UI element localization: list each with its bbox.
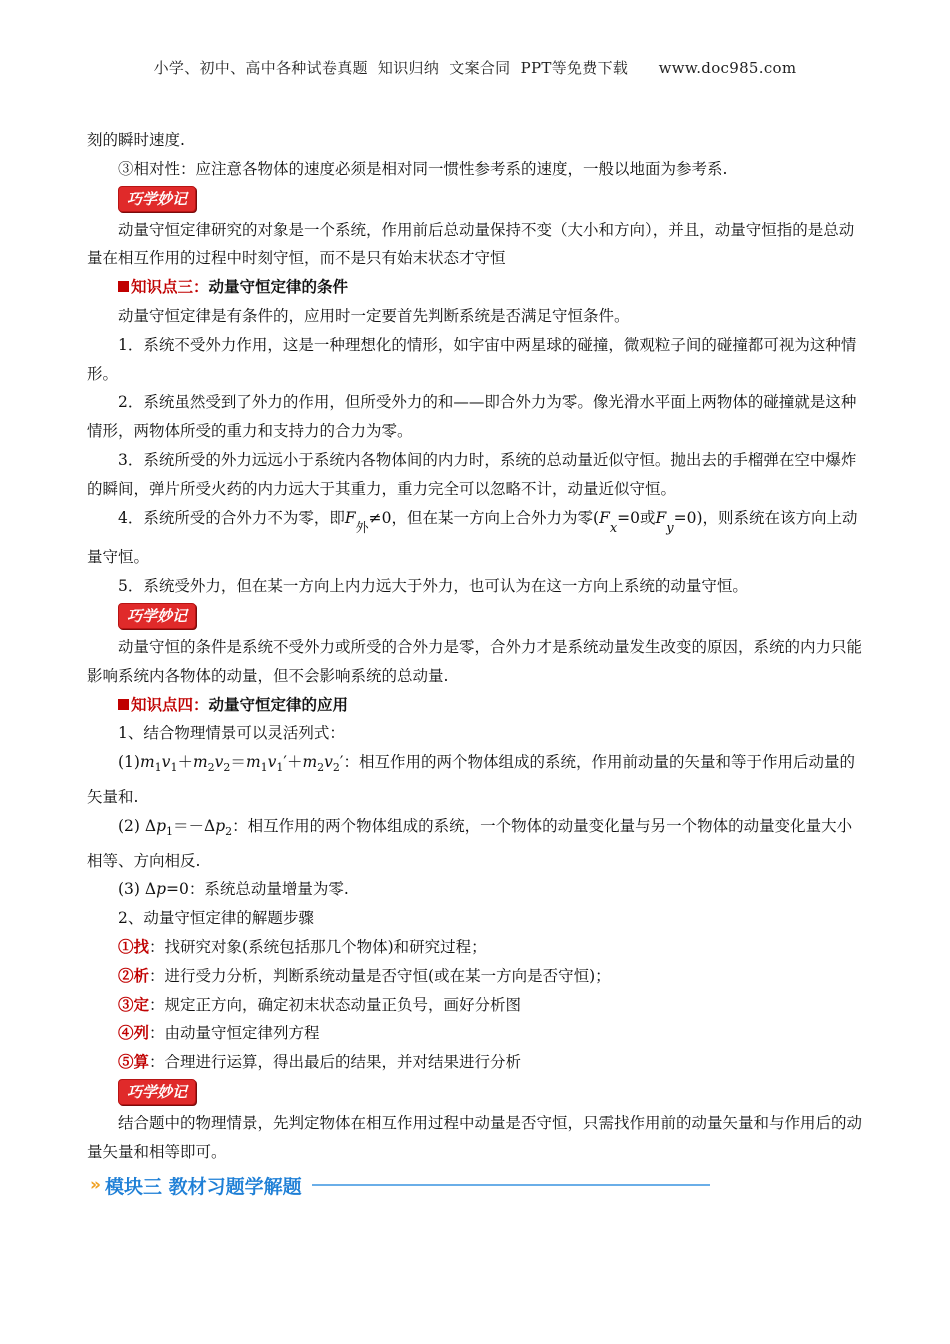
condition-1: 1．系统不受外力作用，这是一种理想化的情形，如宇宙中两星球的碰撞，微观粒子间的碰撞都可视为这种情形。 xyxy=(87,335,857,383)
red-square-icon xyxy=(118,281,129,292)
tip-badge: 巧学妙记 xyxy=(118,1079,196,1105)
step-5: ⑤算：合理进行运算，得出最后的结果，并对结果进行分析 xyxy=(118,1052,522,1072)
step-2: ②析：进行受力分析，判断系统动量是否守恒(或在某一方向是否守恒)； xyxy=(118,965,611,985)
module-title: 模块三 教材习题学解题 xyxy=(104,1175,302,1198)
red-square-icon xyxy=(118,699,129,710)
condition-5: 5．系统受外力，但在某一方向上内力远大于外力，也可认为在这一方向上系统的动量守恒。 xyxy=(118,577,748,596)
tip-paragraph-1: 动量守恒定律研究的对象是一个系统，作用前后总动量保持不变（大小和方向），并且，动量守恒指的是总动量在相互作用的过程中时刻守恒，而不是只有始末状态才守恒 xyxy=(87,220,855,268)
condition-3: 3．系统所受的外力远远小于系统内各物体间的内力时，系统的总动量近似守恒。抛出去的手榴弹在空中爆炸的瞬间，弹片所受火药的内力远大于其重力，重力完全可以忽略不计，动量近似守恒。 xyxy=(87,450,857,498)
kp3-title: 动量守恒定律的条件 xyxy=(208,277,349,297)
knowledge-point-4-heading xyxy=(87,691,863,720)
step-1: ①找：找研究对象(系统包括那几个物体)和研究过程； xyxy=(118,936,487,956)
relativity-paragraph: ③相对性：应注意各物体的速度必须是相对同一惯性参考系的速度，一般以地面为参考系. xyxy=(118,159,728,178)
paragraph-continuation: 刻的瞬时速度. xyxy=(87,131,185,149)
application-heading-1: 1、结合物理情景可以灵活列式： xyxy=(118,724,345,743)
kp3-label: 知识点三： xyxy=(131,277,209,297)
application-heading-2: 2、动量守恒定律的解题步骤 xyxy=(118,909,314,928)
page-header: 小学、初中、高中各种试卷真题 知识归纳 文案合同 PPT等免费下载 www.doc985.com xyxy=(153,59,797,77)
tip-badge: 巧学妙记 xyxy=(118,186,196,212)
tip-paragraph-2: 动量守恒的条件是系统不受外力或所受的合外力是零，合外力才是系统动量发生改变的原因，系统的内力只能影响系统内各物体的动量，但不会影响系统的总动量. xyxy=(87,637,863,685)
document-body xyxy=(87,126,863,1167)
double-chevron-icon: » xyxy=(90,1175,97,1195)
formula-2: (2) $\Delta p_1=-\Delta p_2$：相互作用的两个物体组成的系统，一个物体的动量变化量与另一个物体的动量变化量大小相等、方向相反. xyxy=(87,816,853,870)
step-4: ④列：由动量守恒定律列方程 xyxy=(118,1023,320,1043)
kp4-title: 动量守恒定律的应用 xyxy=(208,694,349,714)
condition-2: 2．系统虽然受到了外力的作用，但所受外力的和——即合外力为零。像光滑水平面上两物体的碰撞就是这种情形，两物体所受的重力和支持力的合力为零。 xyxy=(87,393,857,441)
condition-4: 4．系统所受的合外力不为零，即$F_外\ne 0$，但在某一方向上合外力为零($F_x=0$或$F_y=0$)，则系统在该方向上动量守恒。 xyxy=(87,508,858,567)
formula-3: (3) Δp=0：系统总动量增量为零. xyxy=(118,880,349,899)
tip-paragraph-3: 结合题中的物理情景，先判定物体在相互作用过程中动量是否守恒，只需找作用前的动量矢量和与作用后的动量矢量和相等即可。 xyxy=(87,1113,863,1161)
knowledge-point-3-heading xyxy=(87,273,863,302)
formula-1: $(1)m_1v_1+m_2v_2=m_1v_1'+m_2v_2'$：相互作用的两个物体组成的系统，作用前动量的矢量和等于作用后动量的矢量和. xyxy=(87,753,855,806)
conditions-intro: 动量守恒定律是有条件的，应用时一定要首先判断系统是否满足守恒条件。 xyxy=(118,306,630,325)
module-three-heading xyxy=(90,1170,710,1200)
kp4-label: 知识点四： xyxy=(131,694,209,714)
tip-badge: 巧学妙记 xyxy=(118,603,196,629)
heading-rule xyxy=(312,1184,710,1186)
step-3: ③定：规定正方向，确定初末状态动量正负号，画好分析图 xyxy=(118,994,522,1014)
